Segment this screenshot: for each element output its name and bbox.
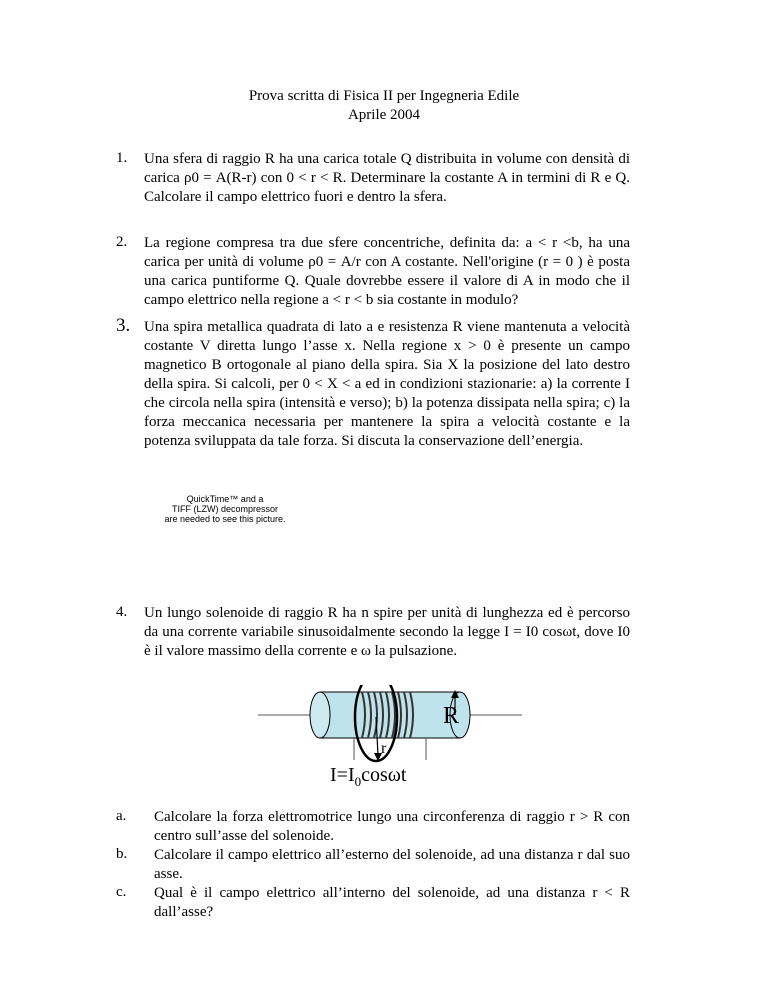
- placeholder-line-1: QuickTime™ and a: [186, 494, 264, 504]
- solenoid-figure: [250, 685, 550, 765]
- exam-date: Aprile 2004: [347, 107, 421, 123]
- problem-4-text: Un lungo solenoide di raggio R ha n spire per unità di lunghezza ed è percorso da una corrente variabile sinusoidalmente secondo la legge I = I0 cosωt, dove I0 è il valore massimo della corrente e ω la pulsazione.: [144, 605, 630, 659]
- placeholder-line-3: are needed to see this picture.: [164, 514, 286, 524]
- subitem-c-text: Qual è il campo elettrico all’interno del solenoide, ad una distanza r < R dall’asse?: [154, 885, 630, 920]
- label-r: r: [381, 740, 387, 757]
- subitem-a-text: Calcolare la forza elettromotrice lungo una circonferenza di raggio r > R con centro sull’asse del solenoide.: [154, 809, 630, 844]
- label-R: R: [443, 703, 460, 729]
- subitem-b-text: Calcolare il campo elettrico all’esterno del solenoide, ad una distanza r dal suo asse.: [154, 847, 630, 882]
- problem-4-number: 4.: [116, 604, 128, 620]
- problem-1-text: Una sfera di raggio R ha una carica totale Q distribuita in volume con densità di carica ρ0 = A(R-r) con 0 < r < R. Determinare la costante A in termini di R e Q. Calcolare il campo elettrico fuori e dentro la sfera.: [144, 151, 630, 205]
- exam-title: Prova scritta di Fisica II per Ingegneria Edile: [248, 88, 520, 104]
- placeholder-line-2: TIFF (LZW) decompressor: [171, 504, 278, 514]
- current-formula: $I=I_0\cos\omega t$: [330, 764, 407, 789]
- problem-3-number: 3.: [116, 315, 131, 336]
- problem-3-text: Una spira metallica quadrata di lato a e resistenza R viene mantenuta a velocità costante V diretta lungo l’asse x. Nella regione x > 0 è presente un campo magnetico B ortogonale al piano della spira. Sia X la posizione del lato destro della spira. Si calcoli, per 0 < X < a ed in condizioni stazionarie: a) la corrente I che circola nella spira (intensità e verso); b) la potenza dissipata nella spira; c) la forza meccanica necessaria per mantenere la spira a velocità costante e la potenza sviluppata da tale forza. Si discuta la conservazione dell’energia.: [144, 319, 630, 449]
- problem-2-number: 2.: [116, 234, 128, 250]
- problem-1-number: 1.: [116, 150, 128, 166]
- problem-2-text: La regione compresa tra due sfere concentriche, definita da: a < r <b, ha una carica per unità di volume ρ0 = A/r con A costante. Nell'origine (r = 0 ) è posta una carica puntiforme Q. Quale dovrebbe essere il valore di A in modo che il campo elettrico nella regione a < r < b sia costante in modulo?: [144, 235, 630, 308]
- subitem-a-letter: a.: [116, 808, 127, 824]
- solenoid-left-end: [310, 692, 330, 738]
- subitem-c-letter: c.: [116, 884, 127, 900]
- missing-image-placeholder: [160, 494, 290, 524]
- subitem-b-letter: b.: [116, 846, 128, 862]
